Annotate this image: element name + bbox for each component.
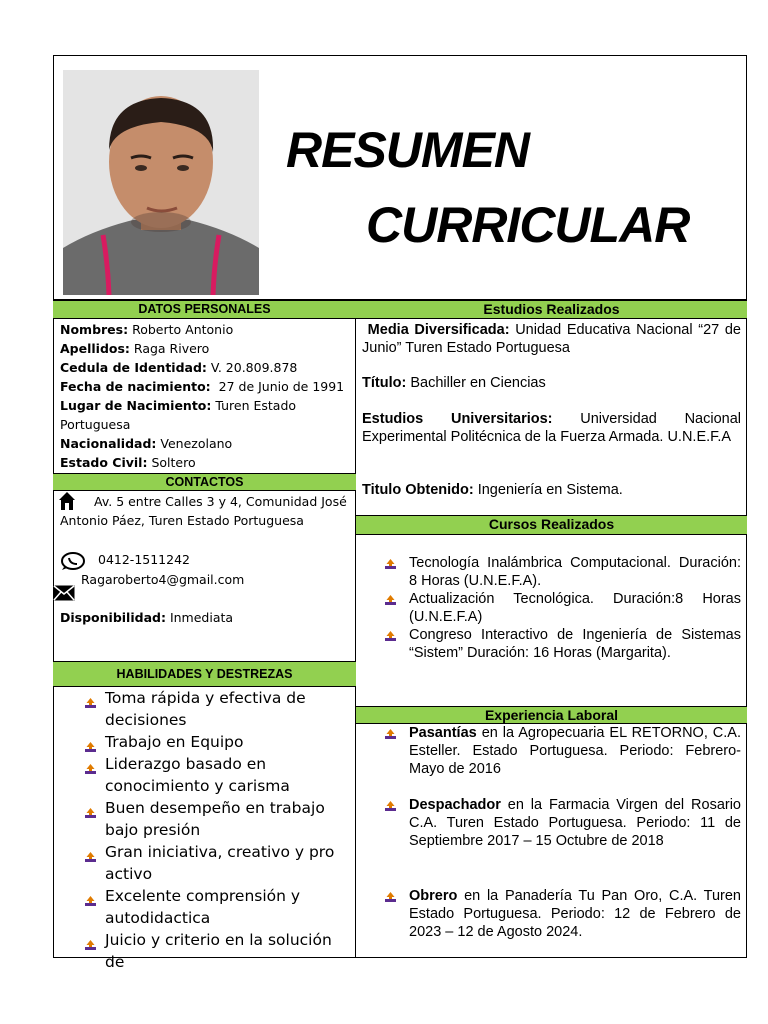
- list-item: Tecnología Inalámbrica Computacional. Duración: 8 Horas (U.N.E.F.A).: [385, 554, 741, 590]
- fecha-row: Fecha de nacimiento: 27 de Junio de 1991: [60, 379, 345, 394]
- bullet-arrow-icon: [85, 803, 96, 825]
- portrait-image: [63, 70, 259, 295]
- cursos-heading: Cursos Realizados: [356, 515, 747, 535]
- estudios-universitarios: Estudios Universitarios: Universidad Nacional Experimental Politécnica de la Fuerza Armada. U.N.E.F.A: [362, 411, 741, 445]
- habilidades-list: [85, 687, 345, 973]
- envelope-icon: [53, 585, 75, 605]
- contactos-heading: CONTACTOS: [53, 473, 356, 491]
- bullet-arrow-icon: [85, 891, 96, 913]
- column-divider: [355, 299, 356, 958]
- list-item: Congreso Interactivo de Ingeniería de Sistemas “Sistem” Duración: 16 Horas (Margarita).: [385, 626, 741, 662]
- estudios-media: Media Diversificada: Unidad Educativa Nacional “27 de Junio” Turen Estado Portuguesa: [362, 322, 741, 356]
- bullet-arrow-icon: [85, 847, 96, 869]
- bullet-arrow-icon: [385, 629, 396, 647]
- datos-personales-heading: DATOS PERSONALES: [53, 300, 356, 319]
- apellidos-row: Apellidos: Raga Rivero: [60, 341, 210, 356]
- nombres-row: Nombres: Roberto Antonio: [60, 322, 234, 337]
- email-text: Ragaroberto4@gmail.com: [81, 572, 245, 587]
- list-item: Trabajo en Equipo: [85, 731, 345, 753]
- experiencia-item-3: [385, 887, 741, 941]
- bullet-arrow-icon: [385, 593, 396, 611]
- habilidades-heading: HABILIDADES Y DESTREZAS: [53, 661, 356, 687]
- address-block: [60, 492, 350, 530]
- nacionalidad-row: Nacionalidad: Venezolano: [60, 436, 233, 451]
- list-item: Gran iniciativa, creativo y pro activo: [85, 841, 345, 885]
- estudios-titulo: Título: Bachiller en Ciencias: [362, 375, 546, 391]
- estado-civil-row: Estado Civil: Soltero: [60, 455, 196, 470]
- estudios-obtenido: Titulo Obtenido: Ingeniería en Sistema.: [362, 482, 623, 498]
- phone-text: 0412-1511242: [98, 552, 190, 567]
- bullet-arrow-icon: [385, 727, 396, 745]
- bullet-arrow-icon: [385, 799, 396, 817]
- lugar-row-cont: Portuguesa: [60, 417, 131, 432]
- list-item: Actualización Tecnológica. Duración:8 Horas (U.N.E.F.A): [385, 590, 741, 626]
- bullet-arrow-icon: [385, 890, 396, 908]
- list-item: Despachador en la Farmacia Virgen del Rosario C.A. Turen Estado Portuguesa. Periodo: 11 de Septiembre 2017 – 15 Octubre de 2018: [385, 796, 741, 850]
- datos-personales-section: [60, 320, 350, 472]
- bullet-arrow-icon: [85, 693, 96, 715]
- bullet-arrow-icon: [385, 557, 396, 575]
- cursos-list: [385, 554, 741, 662]
- address-line2: Antonio Páez, Turen Estado Portuguesa: [60, 513, 304, 528]
- address-line1: Av. 5 entre Calles 3 y 4, Comunidad José: [94, 494, 347, 509]
- bullet-arrow-icon: [85, 935, 96, 957]
- list-item: Juicio y criterio en la solución de: [85, 929, 345, 973]
- cedula-row: Cedula de Identidad: V. 20.809.878: [60, 360, 298, 375]
- list-item: Liderazgo basado en conocimiento y carisma: [85, 753, 345, 797]
- list-item: Toma rápida y efectiva de decisiones: [85, 687, 345, 731]
- estudios-heading: Estudios Realizados: [356, 300, 747, 319]
- lugar-row: Lugar de Nacimiento: Turen Estado: [60, 398, 297, 413]
- title-line1: RESUMEN: [286, 122, 530, 178]
- disponibilidad-row: Disponibilidad: Inmediata: [60, 610, 234, 625]
- list-item: Excelente comprensión y autodidactica: [85, 885, 345, 929]
- list-item: Buen desempeño en trabajo bajo presión: [85, 797, 345, 841]
- experiencia-item-1: [385, 724, 741, 778]
- experiencia-item-2: [385, 796, 741, 850]
- experiencia-heading: Experiencia Laboral: [356, 706, 747, 724]
- list-item: Pasantías en la Agropecuaria EL RETORNO, C.A. Esteller. Estado Portuguesa. Periodo: Febrero- Mayo de 2016: [385, 724, 741, 778]
- profile-photo: [63, 70, 259, 295]
- bullet-arrow-icon: [85, 759, 96, 781]
- title-line2: CURRICULAR: [366, 197, 690, 253]
- list-item: Obrero en la Panadería Tu Pan Oro, C.A. Turen Estado Portuguesa. Periodo: 12 de Febrero de 2023 – 12 de Agosto 2024.: [385, 887, 741, 941]
